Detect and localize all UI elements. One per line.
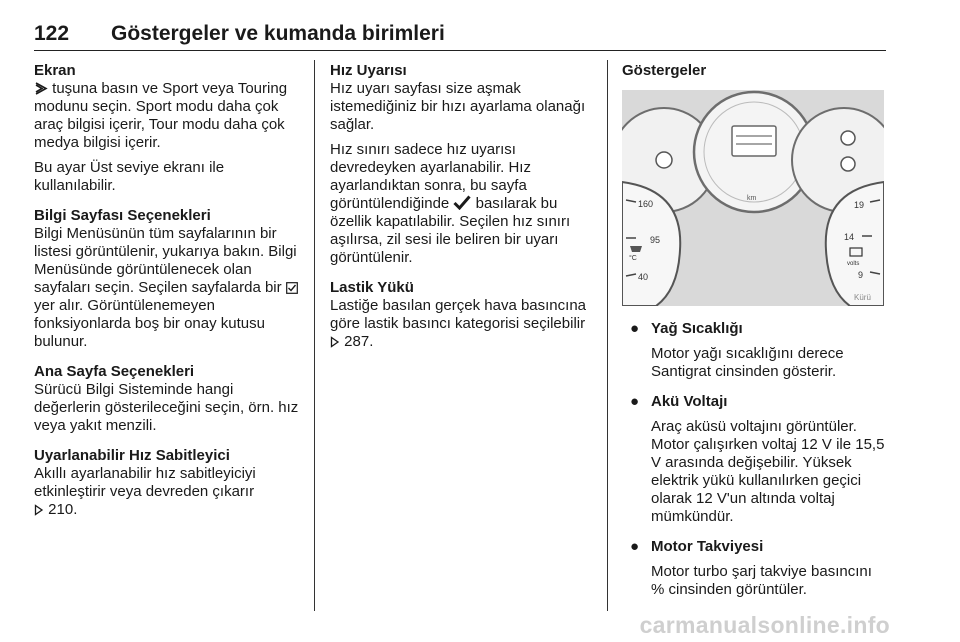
volts-unit: volts: [847, 261, 860, 267]
page-reference-287[interactable]: 287.: [340, 333, 374, 350]
play-forward-icon: [34, 82, 48, 95]
page-reference-210[interactable]: 210.: [44, 501, 78, 518]
list-item: [622, 320, 886, 381]
section-heading-gostergeler: Göstergeler: [622, 62, 707, 79]
bilgi-paragraph: [34, 225, 302, 351]
column-3: [622, 62, 886, 599]
bilgi-paragraph-text-2: yer alır. Görüntülenemeyen fonksiyonlarda boş bir onay kutusu bulunur.: [34, 297, 265, 350]
hiz-sabitleyici-text: Akıllı ayarlanabilir hız sabitleyiciyi etkinleştirir veya devreden çıkarır: [34, 465, 256, 500]
ana-sayfa-paragraph: Sürücü Bilgi Sisteminde hangi değerlerin gösterileceğini seçin, örn. hız veya yakıt menzili.: [34, 381, 299, 434]
header-rule: [34, 50, 886, 51]
instrument-cluster-illustration: [622, 90, 884, 306]
list-item-description: Motor yağı sıcaklığını derece Santigrat cinsinden gösterir.: [651, 345, 844, 380]
page-number: 122: [34, 22, 70, 45]
hiz-sabitleyici-paragraph: [34, 465, 302, 519]
section-heading-lastik-yuku: Lastik Yükü: [330, 279, 414, 296]
column-2: [330, 62, 592, 351]
bilgi-paragraph-text-1: Bilgi Menüsünün tüm sayfalarının bir listesi görüntülenir, yukarıya bakın. Bilgi Menüsünde görüntülenecek olan sayfaları seçin. Seçilen sayfalarda bir: [34, 225, 297, 296]
checked-box-icon: [286, 282, 298, 294]
list-item: [622, 393, 886, 526]
lastik-yuku-text: Lastiğe basılan gerçek hava basıncına göre lastik basıncı kategorisi seçilebilir: [330, 297, 587, 332]
lastik-yuku-paragraph: [330, 297, 592, 351]
watermark: carmanualsonline.info: [639, 612, 890, 638]
bullet-marker: ●: [630, 393, 640, 410]
odometer-unit: km: [747, 195, 757, 202]
checkmark-icon: [453, 195, 471, 210]
left-tick-95: 95: [650, 235, 661, 245]
list-item-description: Motor turbo şarj takviye basıncını % cinsinden görüntüler.: [651, 563, 872, 598]
hiz-uyarisi-text-2: basılarak bu özellik kapatılabilir. Seçilen hız sınırı aşılırsa, zil sesi ile beliren bir uyarı görüntülenir.: [330, 195, 571, 266]
page-reference-icon: [330, 336, 340, 348]
right-tick-19: 19: [854, 200, 865, 210]
left-tick-160: 160: [638, 199, 654, 209]
list-item: [622, 538, 886, 599]
chapter-title: Göstergeler ve kumanda birimleri: [111, 22, 445, 45]
celsius-unit: °C: [629, 255, 637, 262]
ekran-paragraph-1: [34, 80, 302, 152]
hiz-uyarisi-text-1: Hız sınırı sadece hız uyarısı devredeyken ayarlanabilir. Hız ayarlandıktan sonra, bu sayfa görüntülendiğinde: [330, 141, 531, 212]
column-divider-1: [314, 60, 315, 611]
ekran-paragraph-2: Bu ayar Üst seviye ekranı ile kullanılabilir.: [34, 159, 225, 194]
section-heading-hiz-uyarisi: Hız Uyarısı: [330, 62, 407, 79]
figure-corner-label: Kürü: [854, 293, 871, 302]
section-heading-hiz-sabitleyici: Uyarlanabilir Hız Sabitleyici: [34, 447, 230, 464]
bullet-marker: ●: [630, 538, 640, 555]
ekran-paragraph-1-text: tuşuna basın ve Sport veya Touring modunu seçin. Sport modu daha çok araç bilgisi içerir, Tour modu daha çok medya bilgisi içerir.: [34, 80, 288, 151]
page-header: [34, 22, 886, 50]
list-item-title: Motor Takviyesi: [651, 538, 764, 555]
page-reference-icon: [34, 504, 44, 516]
list-item-title: Akü Voltajı: [651, 393, 728, 410]
list-item-title: Yağ Sıcaklığı: [651, 320, 743, 337]
right-tick-9: 9: [858, 270, 864, 280]
instrument-cluster-figure: [622, 90, 884, 306]
bullet-marker: ●: [630, 320, 640, 337]
hiz-uyarisi-paragraph-2: [330, 141, 592, 267]
column-divider-2: [607, 60, 608, 611]
oil-temperature-icon: [630, 246, 642, 252]
left-tick-40: 40: [638, 272, 649, 282]
section-heading-ana-sayfa: Ana Sayfa Seçenekleri: [34, 363, 195, 380]
section-heading-ekran: Ekran: [34, 62, 76, 79]
column-1: [34, 62, 302, 519]
list-item-description: Araç aküsü voltajını görüntüler. Motor çalışırken voltaj 12 V ile 15,5 V arasında değişebilir. Yüksek elektrik yükü kullanılırken geçici olarak 12 V'un altında voltaj mümkündür.: [651, 418, 885, 525]
right-tick-14: 14: [844, 232, 855, 242]
hiz-uyarisi-paragraph-1: Hız uyarı sayfası size aşmak istemediğiniz bir hızı ayarlama olanağı sağlar.: [330, 80, 586, 133]
section-heading-bilgi: Bilgi Sayfası Seçenekleri: [34, 207, 211, 224]
